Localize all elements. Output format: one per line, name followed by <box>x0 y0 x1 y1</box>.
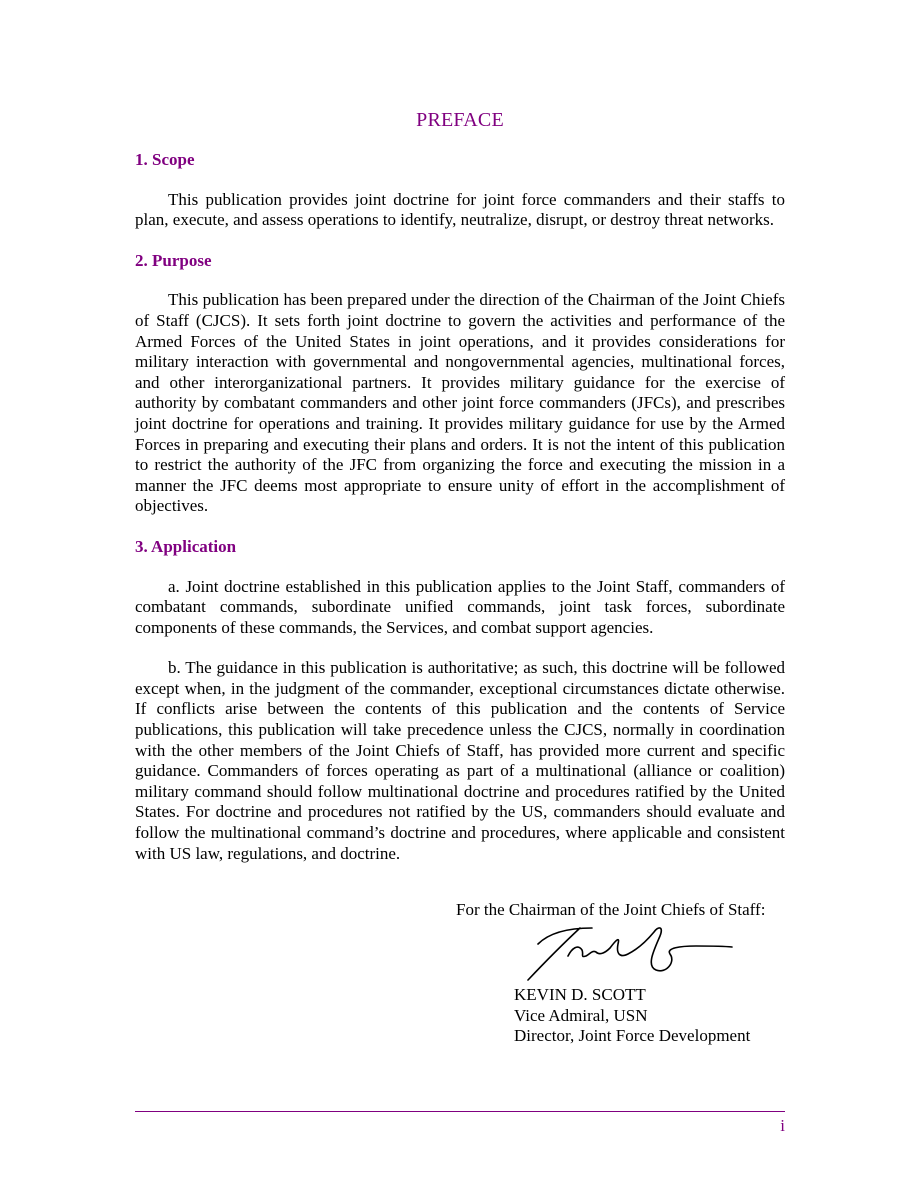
signoff-line: For the Chairman of the Joint Chiefs of Staff: <box>456 900 766 919</box>
signatory-name: KEVIN D. SCOTT <box>514 985 646 1004</box>
signatory-rank: Vice Admiral, USN <box>514 1005 648 1025</box>
footer-rule <box>135 1111 785 1112</box>
purpose-heading: 2. Purpose <box>135 250 212 270</box>
page-title: PREFACE <box>416 109 504 131</box>
application-heading: 3. Application <box>135 536 237 556</box>
signature-image <box>520 922 735 984</box>
scope-paragraph: This publication provides joint doctrine for joint force commanders and their staffs to plan, execute, and assess operations to identify, neutralize, disrupt, or destroy threat networks. <box>135 189 785 230</box>
signature-block <box>514 985 750 1047</box>
scope-heading: 1. Scope <box>135 150 195 169</box>
application-paragraph-b: b. The guidance in this publication is authoritative; as such, this doctrine will be followed except when, in the judgment of the commander, exceptional circumstances dictate otherwise. If conflicts arise between the contents of this publication and the contents of Service publications, this publication will take precedence unless the CJCS, normally in coordination with the other members of the Joint Chiefs of Staff, has provided more current and specific guidance. Commanders of forces operating as part of a multinational (alliance or coalition) military command should follow multinational doctrine and procedures ratified by the United States. For doctrine and procedures not ratified by the US, commanders should evaluate and follow the multinational command’s doctrine and procedures, where applicable and consistent with US law, regulations, and doctrine. <box>135 658 785 863</box>
signatory-title: Director, Joint Force Development <box>514 1026 751 1046</box>
purpose-paragraph: This publication has been prepared under the direction of the Chairman of the Joint Chiefs of Staff (CJCS). It sets forth joint doctrine to govern the activities and performance of the Armed Forces of the United States in joint operations, and it provides considerations for military interaction with governmental and nongovernmental agencies, multinational forces, and other interorganizational partners. It provides military guidance for the exercise of authority by combatant commanders and other joint force commanders (JFCs), and prescribes joint doctrine for operations and training. It provides military guidance for use by the Armed Forces in preparing and executing their plans and orders. It is not the intent of this publication to restrict the authority of the JFC from organizing the force and executing the mission in a manner the JFC deems most appropriate to ensure unity of effort in the accomplishment of objectives. <box>135 290 785 516</box>
page-number: i <box>780 1116 785 1135</box>
application-paragraph-a: a. Joint doctrine established in this publication applies to the Joint Staff, commanders of combatant commands, subordinate unified commands, joint task forces, subordinate components of these commands, the Services, and combat support agencies. <box>135 576 785 637</box>
preface-body <box>135 150 785 864</box>
